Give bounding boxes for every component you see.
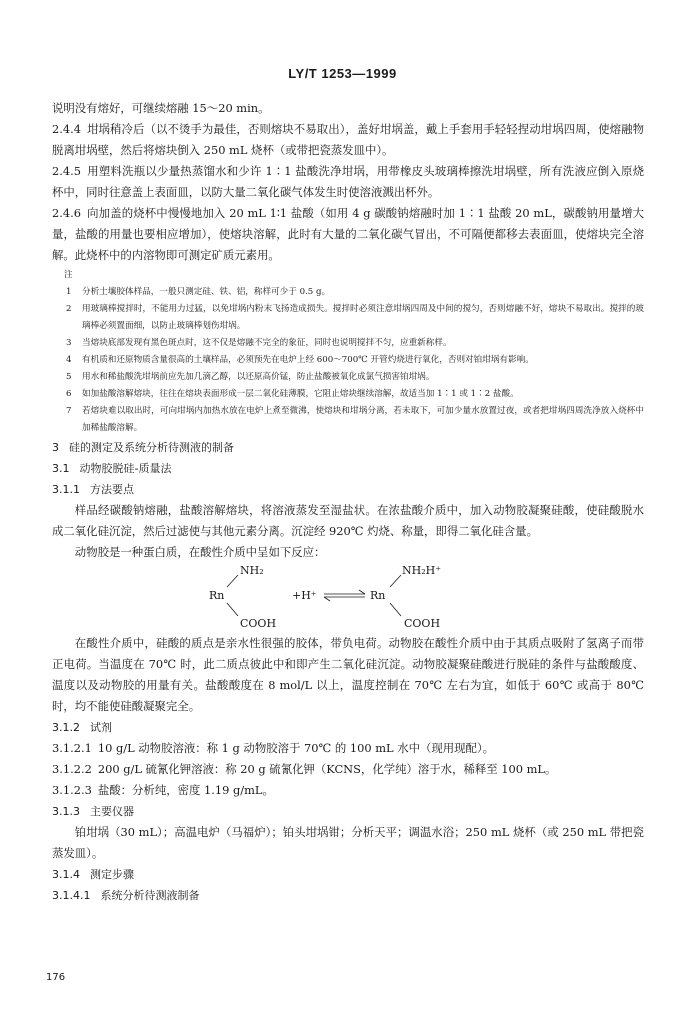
note-text: 如加盐酸溶解熔块，往往在熔块表面形成一层二氧化硅薄膜，它阻止熔块继续溶解，故适当加 1∶1 或 1∶2 盐酸。: [82, 389, 519, 399]
section-number: 3.1.3: [52, 805, 80, 818]
section-number: 3.1.2.2: [52, 762, 92, 776]
method-paragraph: 样品经碳酸钠熔融，盐酸溶解熔块，将溶液蒸发至湿盐状。在浓盐酸介质中，加入动物胶凝聚硅酸，使硅酸脱水成二氧化硅沉淀，然后过滤使与其他元素分离。沉淀经 920℃ 灼烧、称量，即得二氧化硅含量。: [52, 503, 644, 538]
note-item: [52, 352, 644, 369]
page-number: 176: [46, 972, 66, 983]
section-3-1-3-heading: [52, 801, 644, 822]
note-text: 用水和稀盐酸洗坩埚前应先加几滴乙醇，以还原高价锰，防止盐酸被氧化成氯气损害铂坩埚。: [82, 372, 435, 382]
document-body: [52, 98, 644, 906]
note-number: 4: [66, 355, 72, 365]
section-3-1-2-heading: [52, 717, 644, 738]
paragraph-continued: 说明没有熔好，可继续熔融 15～20 min。: [52, 101, 270, 115]
note-text: 若熔块难以取出时，可向坩埚内加热水放在电炉上煮至微沸，使熔块和坩埚分离，若未取下，可加少量水放置过夜，或者把坩埚四周洗净放入烧杯中加稀盐酸溶解。: [82, 406, 644, 433]
note-number: 3: [66, 338, 72, 348]
section-3-1-4-heading: [52, 864, 644, 885]
instruments-paragraph: 铂坩埚（30 mL）；高温电炉（马福炉）；铂头坩埚钳；分析天平；调温水浴；250 mL 烧杯（或 250 mL 带把瓷蒸发皿）。: [52, 825, 644, 860]
section-2-4-4: [52, 119, 644, 161]
section-title: 方法要点: [90, 483, 134, 496]
section-3-1-1-heading: [52, 479, 644, 500]
note-item: [52, 335, 644, 352]
note-number: 1: [66, 287, 72, 297]
section-text: 200 g/L 硫氰化钾溶液：称 20 g 硫氰化钾（KCNS，化学纯）溶于水，稀释至 100 mL。: [97, 762, 557, 776]
section-text: 坩埚稍冷后（以不烫手为最佳，否则熔块不易取出），盖好坩埚盖，戴上手套用手轻轻捏动坩埚四周，使熔融物脱离坩埚壁，然后将熔块倒入 250 mL 烧杯（或带把瓷蒸发皿中）。: [52, 122, 644, 157]
note-number: 7: [66, 406, 72, 416]
gelatin-paragraph: 动物胶是一种蛋白质，在酸性介质中呈如下反应：: [74, 545, 326, 559]
note-item: [52, 403, 644, 437]
section-2-4-5: [52, 161, 644, 203]
section-text: 盐酸：分析纯，密度 1.19 g/mL。: [97, 783, 274, 797]
note-number: 6: [66, 389, 72, 399]
note-text: 分析土壤胶体样品，一般只测定硅、铁、铝，称样可少于 0.5 g。: [82, 287, 331, 297]
section-3-1-2-1: [52, 738, 644, 759]
left-carboxyl: COOH: [240, 617, 277, 630]
section-3-1-2-3: [52, 780, 644, 801]
section-number: 2.4.6: [52, 206, 81, 220]
note-number: 5: [66, 372, 72, 382]
section-number: 3: [52, 441, 59, 454]
left-amino-group: NH₂: [240, 564, 264, 577]
section-3-1-4-1-heading: [52, 885, 644, 906]
section-title: 动物胶脱硅-质量法: [79, 462, 172, 475]
right-carboxyl: COOH: [404, 617, 441, 630]
section-text: 向加盖的烧杯中慢慢地加入 20 mL 1∶1 盐酸（如用 4 g 碳酸钠熔融时加 1∶1 盐酸 20 mL，碳酸钠用量增大量，盐酸的用量也要相应增加），使熔块溶解，此时有大量的二氧化碳气冒出，不可隔便都移去表面皿，使熔块完全溶解。此烧杯中的内溶物即可测定矿质元素用。: [52, 206, 644, 262]
section-number: 3.1.4.1: [52, 889, 91, 902]
section-title: 系统分析待测液制备: [100, 889, 200, 902]
section-title: 试剂: [90, 721, 112, 734]
section-number: 3.1.2: [52, 721, 80, 734]
note-text: 当熔块底部发现有黑色斑点时，这不仅是熔融不完全的象征，同时也说明搅拌不匀，应重新称样。: [82, 338, 452, 348]
note-item: [52, 369, 644, 386]
section-title: 硅的测定及系统分析待测液的制备: [69, 441, 234, 454]
section-number: 3.1.2.1: [52, 741, 92, 755]
section-number: 2.4.4: [52, 122, 81, 136]
note-number: 2: [66, 304, 72, 314]
section-title: 主要仪器: [90, 805, 134, 818]
note-text: 有机质和还原物质含量很高的土壤样品，必须预先在电炉上经 600～700℃ 开管灼烧进行氧化，否则对铂坩埚有影响。: [82, 355, 534, 365]
section-title: 测定步骤: [90, 868, 134, 881]
section-3-heading: [52, 437, 644, 458]
section-3-1-2-2: [52, 759, 644, 780]
reagent-hplus: +H⁺: [292, 589, 317, 602]
page-header: LY/T 1253—1999: [288, 66, 397, 81]
section-number: 3.1.1: [52, 483, 80, 496]
equation-bonds: [52, 563, 644, 633]
acidic-medium-paragraph: 在酸性介质中，硅酸的质点是亲水性很强的胶体，带负电荷。动物胶在酸性介质中由于其质点吸附了氢离子而带正电荷。当温度在 70℃ 时，此二质点彼此中和即产生二氧化硅沉淀。动物胶凝聚硅酸进行脱硅的条件与盐酸酸度、温度以及动物胶的用量有关。盐酸酸度在 8 mol/L 以上，温度控制在 70℃ 左右为宜，如低于 60℃ 或高于 80℃ 时，均不能使硅酸凝聚完全。: [52, 636, 644, 713]
note-item: [52, 284, 644, 301]
notes-block: [52, 267, 644, 437]
section-text: 10 g/L 动物胶溶液：称 1 g 动物胶溶于 70℃ 的 100 mL 水中（现用现配）。: [97, 741, 495, 755]
section-text: 用塑料洗瓶以少量热蒸馏水和少许 1∶1 盐酸洗净坩埚，用带橡皮头玻璃棒擦洗坩埚壁，所有洗液应倒入原烧杯中，同时往意盖上表面皿，以防大量二氧化碳气体发生时使溶液溅出杯外。: [52, 164, 644, 199]
notes-title: 注: [64, 270, 73, 280]
section-2-4-6: [52, 203, 644, 266]
section-3-1-heading: [52, 458, 644, 479]
note-item: [52, 386, 644, 403]
section-number: 3.1.2.3: [52, 783, 92, 797]
note-text: 用玻璃棒搅拌时，不能用力过猛，以免坩埚内粉末飞扬造成损失。搅拌时必须注意坩埚四周及中间的搅匀，否则熔融不好，熔块不易取出。搅拌的玻璃棒必须置面细，以防止玻璃棒划伤坩埚。: [82, 304, 644, 331]
section-number: 3.1: [52, 462, 70, 475]
section-number: 3.1.4: [52, 868, 80, 881]
note-item: [52, 301, 644, 335]
section-number: 2.4.5: [52, 164, 81, 178]
reaction-equation: [52, 563, 644, 633]
left-rn: Rn: [209, 589, 225, 602]
right-rn: Rn: [370, 589, 386, 602]
right-amino-group: NH₂H⁺: [402, 564, 442, 577]
